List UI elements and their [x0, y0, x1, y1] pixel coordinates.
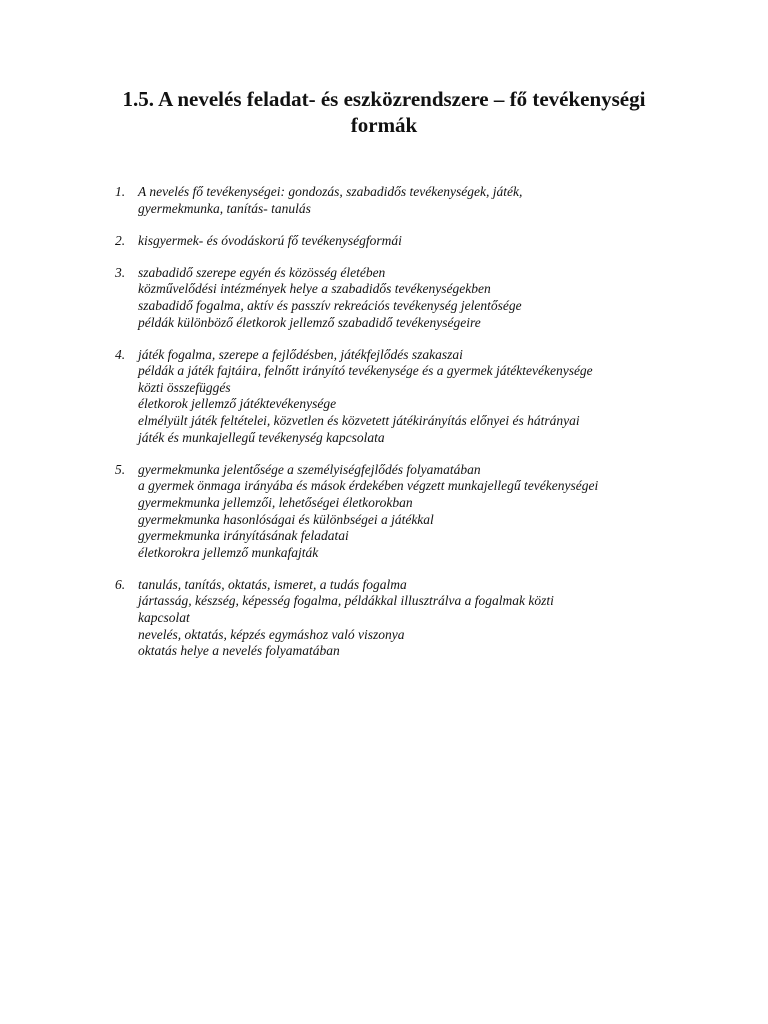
list-item-line: gyermekmunka jelentősége a személyiségfejlődés folyamatában — [138, 461, 481, 477]
list-item-line: gyermekmunka irányításának feladatai — [138, 528, 349, 544]
list-item-line: játék és munkajellegű tevékenység kapcsolata — [138, 429, 385, 445]
list-item-number: 6. — [115, 576, 126, 592]
list-item-text — [138, 265, 698, 331]
list-item-number: 4. — [115, 346, 126, 362]
list-item-line: közművelődési intézmények helye a szabadidős tevékenységekben — [138, 281, 491, 297]
list-item-line: gyermekmunka hasonlóságai és különbségei a játékkal — [138, 511, 434, 527]
list-item-text — [138, 184, 698, 217]
list-item-line: gyermekmunka, tanítás- tanulás — [138, 200, 311, 216]
list-item-line: példák a játék fajtáira, felnőtt irányító tevékenysége és a gyermek játéktevékenysége — [138, 363, 593, 379]
list-item — [0, 462, 768, 562]
list-item — [0, 233, 768, 250]
list-item-line: nevelés, oktatás, képzés egymáshoz való viszonya — [138, 626, 405, 642]
list-item-number: 5. — [115, 461, 126, 477]
page-title-line-1: 1.5. A nevelés feladat- és eszközrendszere – fő tevékenységi — [122, 87, 646, 111]
list-item-line: oktatás helye a nevelés folyamatában — [138, 643, 340, 659]
list-item-line: jártasság, készség, képesség fogalma, példákkal illusztrálva a fogalmak közti — [138, 593, 554, 609]
list-item-line: A nevelés fő tevékenységei: gondozás, szabadidős tevékenységek, játék, — [138, 184, 523, 199]
list-item-text — [138, 577, 698, 660]
list-item-line: szabadidő szerepe egyén és közösség életében — [138, 264, 386, 280]
list-item-text — [138, 347, 698, 447]
list-item-line: életkorok jellemző játéktevékenysége — [138, 396, 337, 412]
list-item-number: 1. — [115, 184, 126, 199]
list-item-line: elmélyült játék feltételei, közvetlen és közvetett játékirányítás előnyei és hátrányai — [138, 413, 580, 429]
list-item — [0, 265, 768, 331]
list-item-line: kisgyermek- és óvodáskorú fő tevékenységformái — [138, 232, 402, 248]
page-title — [60, 86, 708, 138]
list-item — [0, 184, 768, 217]
list-item-line: életkorokra jellemző munkafajták — [138, 544, 319, 560]
list-item-text — [138, 462, 698, 562]
list-item-line: gyermekmunka jellemzői, lehetőségei életkorokban — [138, 494, 413, 510]
list-item-number: 3. — [115, 264, 126, 280]
page-title-line-2: formák — [350, 113, 418, 137]
list-item-line: játék fogalma, szerepe a fejlődésben, játékfejlődés szakaszai — [138, 346, 463, 362]
list-item-line: példák különböző életkorok jellemző szabadidő tevékenységeire — [138, 314, 481, 330]
list-item-line: tanulás, tanítás, oktatás, ismeret, a tudás fogalma — [138, 576, 407, 592]
list-item-line: közti összefüggés — [138, 379, 231, 395]
list-item — [0, 347, 768, 447]
topic-list — [0, 184, 768, 675]
list-item-number: 2. — [115, 232, 126, 248]
list-item — [0, 577, 768, 660]
list-item-line: kapcsolat — [138, 609, 190, 625]
list-item-line: szabadidő fogalma, aktív és passzív rekreációs tevékenység jelentősége — [138, 297, 522, 313]
list-item-text — [138, 233, 698, 250]
list-item-line: a gyermek önmaga irányába és mások érdekében végzett munkajellegű tevékenységei — [138, 478, 599, 494]
